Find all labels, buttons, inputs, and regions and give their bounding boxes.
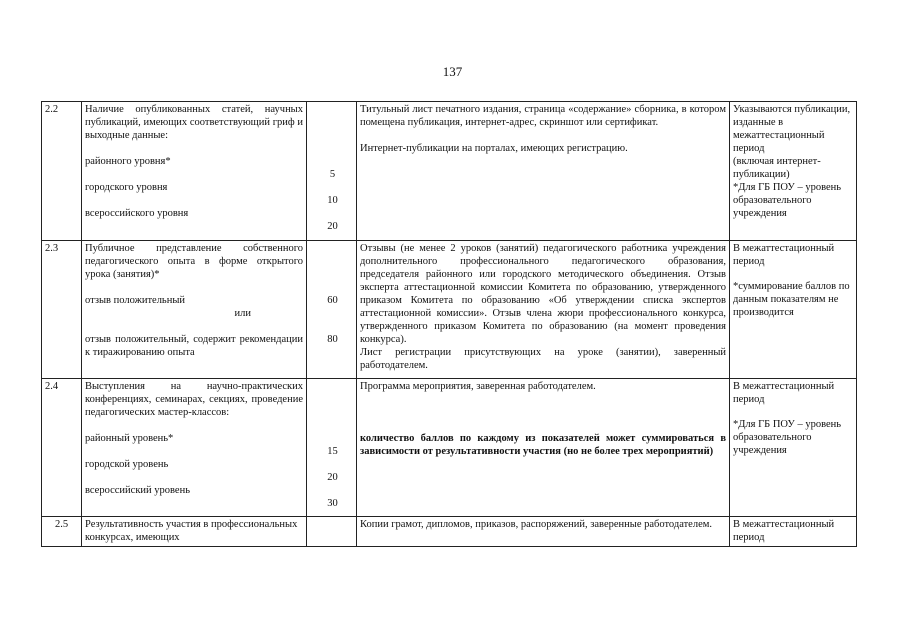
- level-item: городского уровня: [85, 182, 168, 193]
- table-row: [42, 517, 857, 547]
- criterion-text: Наличие опубликованных статей, научных публикаций, имеющих соответствующий гриф и выходные данные:: [85, 104, 303, 141]
- note-cell: [730, 517, 857, 547]
- points-value: 15: [327, 446, 338, 457]
- criterion-text: Результативность участия в профессиональных конкурсах, имеющих: [85, 519, 298, 543]
- row-number: 2.3: [42, 241, 82, 379]
- points-value: 20: [327, 221, 338, 232]
- note-text: *суммирование баллов по данным показателям не производится: [733, 281, 850, 318]
- points-value: 10: [327, 195, 338, 206]
- note-text: (включая интернет-публикации): [733, 156, 821, 180]
- note-cell: [730, 102, 857, 241]
- note-text: Указываются публикации, изданные в межаттестационный период: [733, 104, 851, 154]
- documents-cell: [357, 379, 730, 517]
- points-cell: [307, 517, 357, 547]
- note-text: В межаттестационный период: [733, 243, 835, 267]
- level-item: отзыв положительный, содержит рекомендации к тиражированию опыта: [85, 334, 303, 358]
- points-value: 60: [327, 295, 338, 306]
- row-number: 2.5: [42, 517, 82, 547]
- note-text: *Для ГБ ПОУ – уровень образовательного учреждения: [733, 182, 842, 219]
- criterion-text: Публичное представление собственного педагогического опыта в форме открытого урока (занятия)*: [85, 243, 303, 280]
- points-cell: [307, 241, 357, 379]
- level-connector: или: [234, 308, 251, 319]
- documents-text: Интернет-публикации на порталах, имеющих регистрацию.: [360, 143, 628, 154]
- criteria-table: [41, 101, 857, 547]
- documents-cell: [357, 241, 730, 379]
- table-row: [42, 102, 857, 241]
- row-number: 2.2: [42, 102, 82, 241]
- level-item: районного уровня*: [85, 156, 171, 167]
- documents-text: Лист регистрации присутствующих на уроке (занятии), заверенный работодателем.: [360, 347, 726, 371]
- criterion-cell: [82, 379, 307, 517]
- documents-note-bold: количество баллов по каждому из показателей может суммироваться в зависимости от результативности участия (но не более трех мероприятий): [360, 433, 726, 457]
- page-number: 137: [442, 64, 463, 79]
- documents-cell: [357, 102, 730, 241]
- points-cell: [307, 102, 357, 241]
- table-row: [42, 379, 857, 517]
- criterion-cell: [82, 102, 307, 241]
- points-value: 20: [327, 472, 338, 483]
- note-cell: [730, 379, 857, 517]
- level-item: районный уровень*: [85, 433, 174, 444]
- table-row: [42, 241, 857, 379]
- note-text: *Для ГБ ПОУ – уровень образовательного учреждения: [733, 419, 842, 456]
- documents-text: Отзывы (не менее 2 уроков (занятий) педагогического работника учреждения дополнительного профессионального педагогического образования, председателя районного или городского методического объединения. Отзыв эксперта аттестационной комиссии Комитета по образованию, утвержденного приказом Комитета по образованию «Об утверждении списка экспертов аттестационной комиссии». Отзыв члена жюри профессионального конкурса, утвержденного приказом Комитета по образованию (на момент проведения конкурса).: [360, 243, 726, 345]
- documents-text: Копии грамот, дипломов, приказов, распоряжений, заверенные работодателем.: [360, 519, 713, 530]
- points-value: 30: [327, 498, 338, 509]
- note-text: В межаттестационный период: [733, 381, 835, 405]
- note-cell: [730, 241, 857, 379]
- points-value: 80: [327, 334, 338, 345]
- level-item: всероссийский уровень: [85, 485, 191, 496]
- points-value: 5: [329, 169, 336, 180]
- level-item: городской уровень: [85, 459, 169, 470]
- level-item: всероссийского уровня: [85, 208, 189, 219]
- level-item: отзыв положительный: [85, 295, 186, 306]
- documents-text: Программа мероприятия, заверенная работодателем.: [360, 381, 596, 392]
- points-cell: [307, 379, 357, 517]
- criterion-text: Выступления на научно-практических конференциях, семинарах, секциях, проведение педагогических мастер-классов:: [85, 381, 303, 418]
- documents-text: Титульный лист печатного издания, страница «содержание» сборника, в котором помещена публикация, интернет-адрес, скриншот или сертификат.: [360, 104, 726, 128]
- criterion-cell: [82, 241, 307, 379]
- documents-cell: [357, 517, 730, 547]
- row-number: 2.4: [42, 379, 82, 517]
- criterion-cell: [82, 517, 307, 547]
- note-text: В межаттестационный период: [733, 519, 835, 543]
